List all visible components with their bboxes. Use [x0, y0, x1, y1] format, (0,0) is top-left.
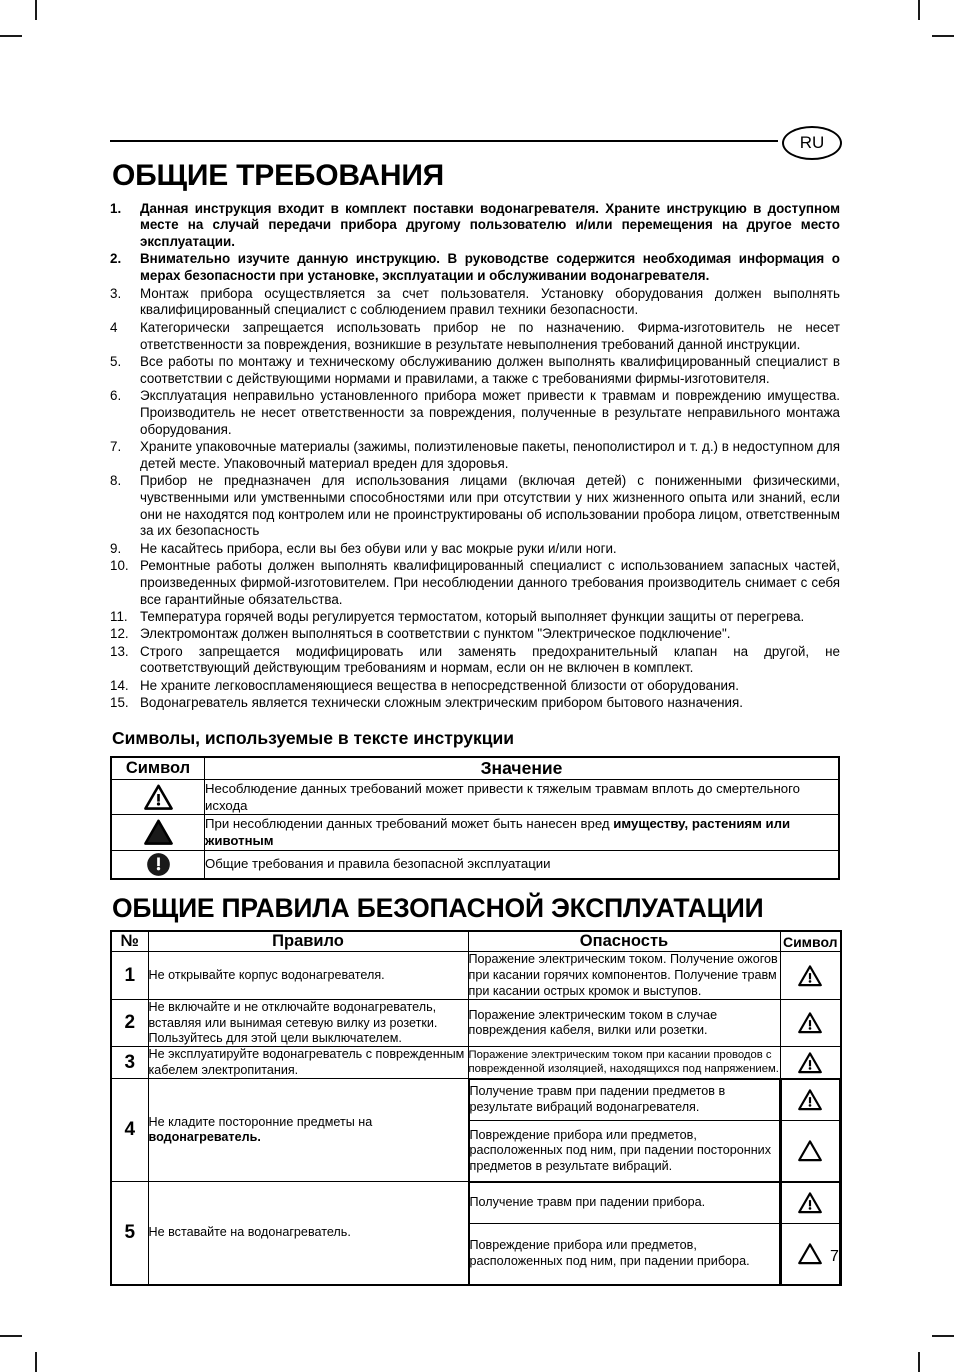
- requirement-text: Категорически запрещается использовать прибор не по назначению. Фирма-изготовитель не несет ответственности за повреждения, возникшие в результате невыполнения требований данной инструкции.: [140, 319, 840, 352]
- symbol-meaning-text: Несоблюдение данных требований может привести к тяжелым травмам вплоть до смертельного исхода: [205, 780, 800, 814]
- symbol-meaning-cell: [205, 815, 840, 850]
- symbol-cell: [111, 815, 205, 850]
- safety-rules-title: ОБЩИЕ ПРАВИЛА БЕЗОПАСНОЙ ЭКСПЛУАТАЦИИ: [112, 892, 764, 923]
- symbol-meaning-text: При несоблюдении данных требований может быть нанесен вред: [205, 816, 614, 832]
- symbols-table-row: [111, 850, 839, 879]
- language-badge: RU: [782, 126, 842, 160]
- safety-rules-table: [110, 930, 842, 1286]
- danger-subrow: [469, 1223, 779, 1284]
- rules-table-row: [111, 1000, 841, 1047]
- crop-mark-bottom-right-horizontal: [932, 1335, 954, 1337]
- requirement-text: Не храните легковоспламеняющиеся вещества в непосредственной близости от оборудования.: [140, 677, 739, 693]
- symbol-subcell: [781, 1079, 840, 1120]
- requirement-text: Все работы по монтажу и техническому обслуживанию должен выполнять квалифицированный специалист в соответствии с действующими нормами и правилами, а также с требованиями фирмы-изготовителя.: [140, 353, 840, 386]
- symbol-subtable: [781, 1079, 841, 1181]
- rule-number-cell: 2: [111, 1000, 148, 1047]
- danger-subcell: [469, 1223, 779, 1284]
- outline-triangle-icon: [798, 1139, 822, 1163]
- symbol-subcell: [781, 1120, 840, 1181]
- warning-triangle-exclamation-icon: [144, 783, 173, 812]
- rule-text-cell: [148, 952, 468, 1000]
- requirement-item: [110, 609, 840, 626]
- danger-text: Повреждение прибора или предметов, расположенных под ним, при падении прибора.: [469, 1238, 750, 1268]
- danger-subcell: [469, 1182, 779, 1223]
- rules-column-header: Символ: [780, 931, 841, 952]
- danger-subrow: [469, 1120, 779, 1181]
- requirement-item: [110, 626, 840, 643]
- danger-text: Поражение электрическим током. Получение ожогов при касании горячих компонентов. Получение травм при касании острых кромок и выступов.: [468, 952, 778, 998]
- crop-mark-top-left-horizontal: [0, 35, 22, 37]
- rule-text-emphasis: водонагреватель.: [148, 1129, 261, 1144]
- requirement-number: 6.: [110, 387, 122, 403]
- crop-mark-top-right-horizontal: [932, 35, 954, 37]
- requirement-text: Не касайтесь прибора, если вы без обуви или у вас мокрые руки и/или ноги.: [140, 540, 617, 556]
- crop-mark-bottom-left-vertical: [35, 1352, 37, 1372]
- requirement-number: 15.: [110, 695, 129, 711]
- rule-symbol-cell: [780, 1078, 841, 1181]
- rule-symbol-cell: [780, 1047, 841, 1079]
- requirement-text: Эксплуатация неправильно установленного прибора может привести к травмам и повреждению имущества. Производитель не несет ответственности за повреждения, полученные в результате неправильного монтажа оборудования.: [140, 387, 840, 437]
- rule-number-cell: 5: [111, 1181, 148, 1285]
- requirement-number: 3.: [110, 285, 122, 301]
- symbols-table-row: [111, 779, 839, 814]
- requirement-number: 14.: [110, 677, 129, 693]
- symbols-column-header: Символ: [111, 757, 205, 780]
- danger-subrow: [469, 1182, 779, 1223]
- danger-cell: [468, 1181, 780, 1285]
- requirement-item: [110, 558, 840, 608]
- crop-mark-bottom-left-horizontal: [0, 1335, 22, 1337]
- danger-cell: [468, 1078, 780, 1181]
- requirements-list: [110, 201, 840, 712]
- danger-text: Повреждение прибора или предметов, расположенных под ним, при падении посторонних предметов в результате вибраций.: [469, 1127, 771, 1173]
- symbol-cell: [111, 779, 205, 814]
- symbol-subtable: [781, 1182, 841, 1284]
- symbol-meaning-cell: [205, 850, 840, 879]
- crop-mark-top-left-vertical: [35, 0, 37, 20]
- rules-table-header-row: [111, 931, 841, 952]
- requirement-number: 4: [110, 319, 118, 335]
- danger-cell: [468, 1047, 780, 1079]
- requirement-number: 5.: [110, 353, 122, 369]
- requirement-text: Строго запрещается модифицировать или заменять предохранительный клапан на другой, не соответствующий действующим требованиям и нормам, если он не включен в комплект.: [140, 643, 840, 676]
- solid-triangle-icon: [144, 818, 173, 847]
- outline-triangle-icon: [798, 1242, 822, 1266]
- requirement-item: [110, 695, 840, 712]
- symbol-cell: [111, 850, 205, 879]
- requirement-item: [110, 201, 840, 251]
- requirement-text: Монтаж прибора осуществляется за счет пользователя. Установку оборудования должен выполнять квалифицированный специалист с соблюдением правил техники безопасности.: [140, 285, 840, 318]
- danger-subtable: [469, 1079, 780, 1181]
- symbol-meaning-text: Общие требования и правила безопасной эксплуатации: [205, 856, 551, 872]
- danger-text: Получение травм при падении прибора.: [469, 1195, 706, 1210]
- requirement-text: Данная инструкция входит в комплект поставки водонагревателя. Храните инструкцию в доступном месте на случай передачи прибора другому пользователю и/или перемещения на другое место эксплуатации.: [140, 200, 840, 250]
- rule-number-cell: 3: [111, 1047, 148, 1079]
- requirement-number: 1.: [110, 200, 122, 216]
- page-number: 7: [830, 1248, 839, 1265]
- symbol-meaning-emphasis: имуществу, растениям или животным: [205, 816, 791, 849]
- rule-symbol-cell: [780, 1000, 841, 1047]
- danger-subcell: [469, 1079, 779, 1120]
- requirement-item: [110, 439, 840, 473]
- requirement-text: Электромонтаж должен выполняться в соответствии с пунктом "Электрическое подключение".: [140, 626, 731, 642]
- warning-triangle-exclamation-icon: [798, 1088, 822, 1112]
- requirement-number: 10.: [110, 558, 129, 574]
- rule-text-cell: [148, 1078, 468, 1181]
- requirement-number: 12.: [110, 626, 129, 642]
- rule-text: Не кладите посторонние предметы на: [148, 1114, 373, 1129]
- requirement-number: 8.: [110, 473, 122, 488]
- requirement-item: [110, 644, 840, 678]
- requirement-item: [110, 388, 840, 438]
- symbol-meaning-cell: [205, 779, 840, 814]
- header-rule-area: [110, 130, 840, 156]
- rule-number-cell: 4: [111, 1078, 148, 1181]
- symbols-table-header-row: [111, 757, 839, 780]
- requirement-text: Внимательно изучите данную инструкцию. В руководстве содержится необходимая информация о мерах безопасности при установке, эксплуатации и обслуживании водонагревателя.: [140, 251, 840, 284]
- symbol-subrow: [781, 1120, 840, 1181]
- rules-table-row: [111, 1078, 841, 1181]
- requirement-item: [110, 678, 840, 695]
- rule-symbol-cell: [780, 952, 841, 1000]
- danger-text: Поражение электрическим током при касании проводов с поврежденной изоляцией, находящихся под напряжением.: [468, 1048, 779, 1075]
- danger-subcell: [469, 1120, 779, 1181]
- rule-text: Не эксплуатируйте водонагреватель с поврежденным кабелем электропитания.: [148, 1047, 465, 1077]
- requirement-item: [110, 320, 840, 354]
- danger-text: Поражение электрическим током в случае повреждения кабеля, вилки или розетки.: [468, 1007, 718, 1038]
- rules-table-row: [111, 1181, 841, 1285]
- rule-text-cell: [148, 1181, 468, 1285]
- rule-number-cell: 1: [111, 952, 148, 1000]
- requirement-number: 7.: [110, 438, 122, 454]
- rule-text: Не открывайте корпус водонагревателя.: [148, 968, 385, 983]
- requirement-text: Прибор не предназначен для использования лицами (включая детей) с пониженными физическими, чувственными или умственными способностями или при отсутствии у них жизненного опыта или знаний, если они не находятся под контролем или не проинструктированы об использовании пробора лицом, ответственным за их безопасность: [140, 473, 840, 539]
- rule-symbol-cell: [780, 1181, 841, 1285]
- circle-exclamation-icon: [145, 851, 172, 878]
- requirement-number: 9.: [110, 540, 122, 556]
- page-content: [110, 130, 840, 1286]
- rules-column-header: №: [111, 931, 148, 952]
- symbols-table: [110, 756, 840, 880]
- requirement-number: 2.: [110, 251, 122, 267]
- rule-text-cell: [148, 1000, 468, 1047]
- danger-cell: [468, 1000, 780, 1047]
- rule-text: Не включайте и не отключайте водонагреватель, вставляя или вынимая сетевую вилку из розетки. Пользуйтесь для этой цели выключателем.: [148, 1000, 438, 1045]
- requirement-text: Температура горячей воды регулируется термостатом, который выполняет функции защиты от перегрева.: [140, 609, 805, 624]
- requirement-item: [110, 354, 840, 388]
- symbols-table-row: [111, 815, 839, 850]
- rule-text-cell: [148, 1047, 468, 1079]
- requirement-text: Водонагреватель является технически сложным электрическим прибором бытового назначения.: [140, 695, 744, 711]
- crop-mark-bottom-right-vertical: [918, 1352, 920, 1372]
- horizontal-rule: [110, 140, 778, 142]
- rules-table-row: [111, 952, 841, 1000]
- symbols-section-heading: Символы, используемые в тексте инструкции: [112, 727, 515, 748]
- symbol-subrow: [781, 1079, 840, 1120]
- danger-subtable: [469, 1182, 780, 1284]
- symbols-column-header: Значение: [205, 757, 840, 780]
- requirement-item: [110, 251, 840, 285]
- requirement-text: Храните упаковочные материалы (зажимы, полиэтиленовые пакеты, пенополистирол и т. д.) в недоступном для детей месте. Упаковочный материал вреден для здоровья.: [140, 438, 840, 471]
- requirement-number: 11.: [110, 609, 128, 624]
- rules-column-header: Правило: [148, 931, 468, 952]
- requirement-item: [110, 473, 840, 540]
- danger-cell: [468, 952, 780, 1000]
- requirement-number: 13.: [110, 643, 129, 659]
- requirement-item: [110, 286, 840, 320]
- symbol-subcell: [781, 1182, 840, 1223]
- symbol-subrow: [781, 1182, 840, 1223]
- warning-triangle-exclamation-icon: [798, 1051, 822, 1075]
- danger-subrow: [469, 1079, 779, 1120]
- danger-text: Получение травм при падении предметов в результате вибраций водонагревателя.: [469, 1084, 726, 1114]
- warning-triangle-exclamation-icon: [798, 964, 822, 988]
- crop-mark-top-right-vertical: [918, 0, 920, 20]
- warning-triangle-exclamation-icon: [798, 1191, 822, 1215]
- page-title: ОБЩИЕ ТРЕБОВАНИЯ: [112, 159, 445, 192]
- requirement-text: Ремонтные работы должен выполнять квалифицированный специалист с использованием запасных частей, произведенных фирмой-изготовителем. При несоблюдении данного требования производитель снимает с себя все гарантийные обязательства.: [140, 558, 840, 607]
- rules-table-row: [111, 1047, 841, 1079]
- warning-triangle-exclamation-icon: [798, 1011, 822, 1035]
- rule-text: Не вставайте на водонагреватель.: [148, 1225, 351, 1240]
- requirement-item: [110, 541, 840, 558]
- rules-column-header: Опасность: [468, 931, 780, 952]
